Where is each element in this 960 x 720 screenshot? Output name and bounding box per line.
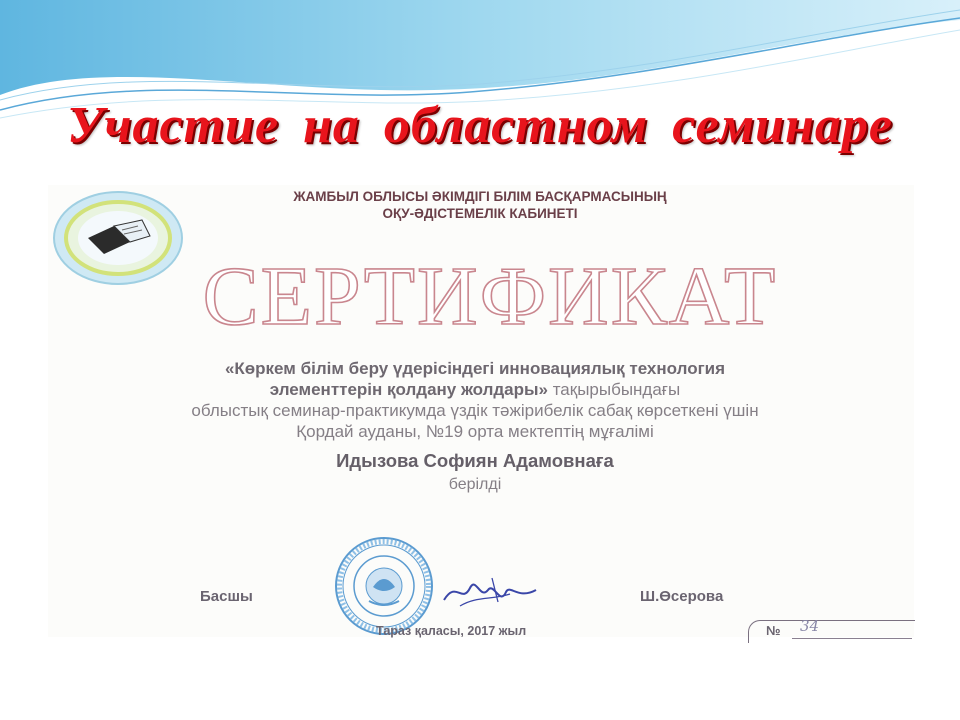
- issuing-organization: [200, 188, 760, 222]
- book-emblem-icon: [52, 190, 184, 286]
- topic-line-2-bold: элементтерін қолдану жолдары»: [269, 380, 548, 399]
- signature: [440, 570, 540, 612]
- topic-line-1: «Көркем білім беру үдерісіндегі инновациялық технология: [224, 359, 726, 378]
- org-line-2: ОҚУ-ӘДІСТЕМЕЛІК КАБИНЕТІ: [382, 206, 578, 221]
- school-line: Қордай ауданы, №19 орта мектептің мұғалімі: [296, 422, 654, 441]
- topic-line-2-rest: тақырыбындағы: [547, 380, 681, 399]
- certificate-title-text: СЕРТИФИКАТ: [202, 250, 778, 338]
- certificate-title: [170, 248, 810, 338]
- number-label: №: [766, 623, 781, 638]
- round-seal-stamp: [333, 535, 435, 637]
- number-value: 34: [800, 617, 820, 635]
- issued-text: берілді: [448, 476, 502, 493]
- certificate-body: [90, 358, 860, 442]
- reason-line: облыстық семинар-практикумда үздік тәжірибелік сабақ көрсеткені үшін: [191, 401, 759, 420]
- slide-title: Участие на областном семинаре: [67, 97, 893, 154]
- recipient-name: Идызова Софиян Адамовнаға: [336, 450, 614, 471]
- head-label: Басшы: [200, 588, 253, 605]
- head-name: Ш.Өсерова: [640, 588, 724, 605]
- org-line-1: ЖАМБЫЛ ОБЛЫСЫ ӘКІМДІГІ БІЛІМ БАСҚАРМАСЫНЫҢ: [293, 189, 667, 204]
- city-year: Тараз қаласы, 2017 жыл: [376, 624, 527, 638]
- number-underline: [792, 638, 912, 639]
